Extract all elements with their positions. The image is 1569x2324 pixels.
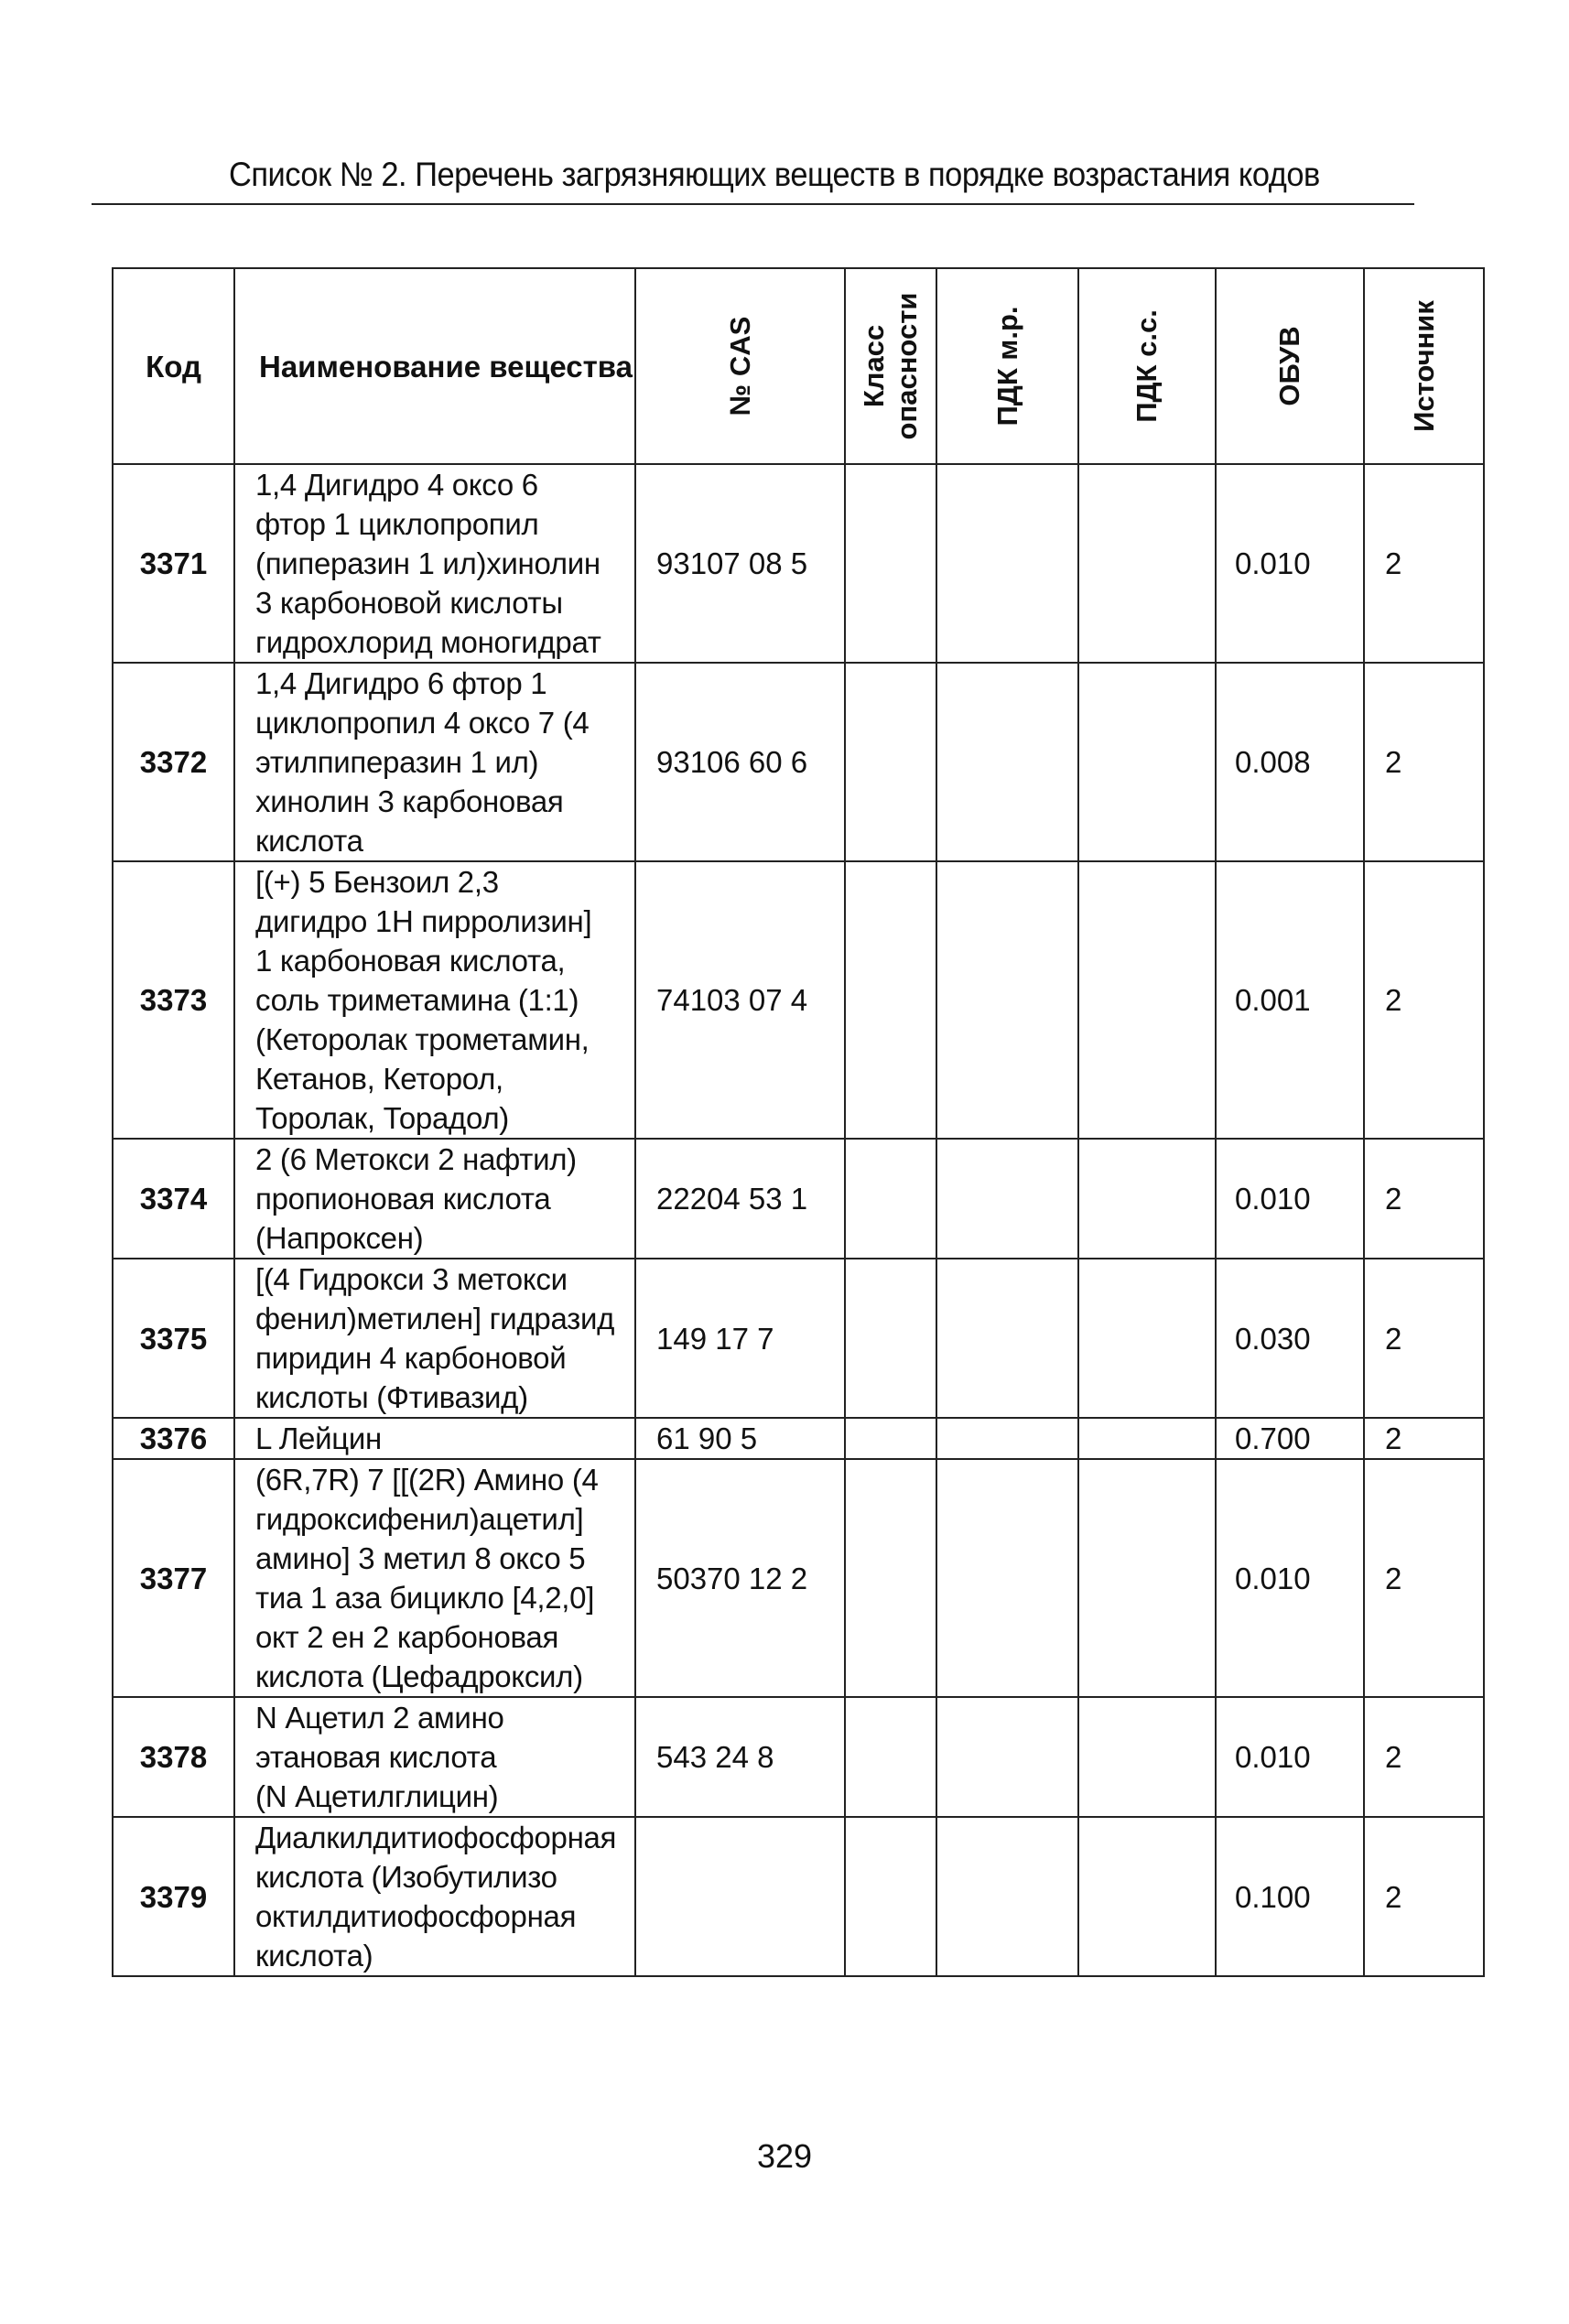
header-hazard-class	[845, 268, 936, 464]
substance-name-line: гидроксифенил)ацетил]	[255, 1502, 584, 1536]
substance-name-line: пропионовая кислота	[255, 1182, 551, 1216]
row-code: 3374	[113, 1139, 234, 1259]
substance-name-line: кислота (Изобутилизо	[255, 1860, 557, 1894]
row-code: 3375	[113, 1259, 234, 1418]
row-source: 2	[1364, 1418, 1484, 1459]
row-hazard-class	[845, 861, 936, 1139]
header-pdk-ss-text: ПДК с.с.	[1131, 309, 1163, 423]
row-code: 3378	[113, 1697, 234, 1817]
row-cas-number: 74103 07 4	[635, 861, 845, 1139]
substance-name-line: этановая кислота	[255, 1740, 497, 1774]
row-source: 2	[1364, 663, 1484, 861]
table-row	[113, 1259, 1484, 1418]
row-cas-number: 149 17 7	[635, 1259, 845, 1418]
table-row	[113, 1418, 1484, 1459]
substance-name-line: амино] 3 метил 8 оксо 5	[255, 1541, 586, 1575]
substance-name-line: фенил)метилен] гидразид	[255, 1302, 615, 1335]
table-body	[113, 464, 1484, 1976]
row-obuv: 0.010	[1216, 1139, 1364, 1259]
substance-name-line: хинолин 3 карбоновая	[255, 784, 564, 818]
row-obuv: 0.008	[1216, 663, 1364, 861]
substance-name-line: соль триметамина (1:1)	[255, 983, 579, 1017]
row-obuv: 0.001	[1216, 861, 1364, 1139]
row-obuv: 0.100	[1216, 1817, 1364, 1976]
row-substance-name	[234, 1418, 635, 1459]
row-source: 2	[1364, 1259, 1484, 1418]
table-row	[113, 1459, 1484, 1697]
substance-name-line: 1 карбоновая кислота,	[255, 944, 566, 978]
substance-name-line: 2 (6 Метокси 2 нафтил)	[255, 1142, 577, 1176]
substance-name-line: [(+) 5 Бензоил 2,3	[255, 865, 499, 899]
table-header-row	[113, 268, 1484, 464]
row-pdk-ss	[1078, 1697, 1216, 1817]
row-hazard-class	[845, 1139, 936, 1259]
row-pdk-ss	[1078, 663, 1216, 861]
substance-name-line: Кетанов, Кеторол,	[255, 1062, 503, 1096]
row-pdk-ss	[1078, 464, 1216, 663]
substance-name-line: L Лейцин	[255, 1421, 382, 1455]
title-underline	[92, 203, 1414, 205]
row-code: 3379	[113, 1817, 234, 1976]
row-hazard-class	[845, 1259, 936, 1418]
table-row	[113, 464, 1484, 663]
row-pdk-ss	[1078, 1817, 1216, 1976]
row-obuv: 0.700	[1216, 1418, 1364, 1459]
row-obuv: 0.010	[1216, 464, 1364, 663]
row-cas-number: 93107 08 5	[635, 464, 845, 663]
row-pdk-mr	[936, 1259, 1078, 1418]
row-pdk-mr	[936, 1817, 1078, 1976]
row-substance-name	[234, 861, 635, 1139]
table-row	[113, 1139, 1484, 1259]
row-hazard-class	[845, 1418, 936, 1459]
substance-name-line: этилпиперазин 1 ил)	[255, 745, 539, 779]
row-cas-number: 50370 12 2	[635, 1459, 845, 1697]
header-cas	[635, 268, 845, 464]
header-code: Код	[113, 268, 234, 464]
row-code: 3377	[113, 1459, 234, 1697]
table-row	[113, 1697, 1484, 1817]
substance-name-line: кислота	[255, 824, 363, 858]
row-source: 2	[1364, 861, 1484, 1139]
substance-name-line: 1,4 Дигидро 6 фтор 1	[255, 666, 547, 700]
row-source: 2	[1364, 1139, 1484, 1259]
row-pdk-mr	[936, 1418, 1078, 1459]
row-substance-name	[234, 1459, 635, 1697]
substance-name-line: кислота (Цефадроксил)	[255, 1659, 583, 1693]
row-substance-name	[234, 1817, 635, 1976]
page-title: Список № 2. Перечень загрязняющих веществ в порядке возрастания кодов	[229, 156, 1320, 193]
table-row	[113, 861, 1484, 1139]
substance-name-line: фтор 1 циклопропил	[255, 507, 539, 541]
substance-name-line: гидрохлорид моногидрат	[255, 625, 601, 659]
row-pdk-ss	[1078, 1139, 1216, 1259]
header-hazard-class-line2: опасности	[891, 292, 923, 440]
row-pdk-mr	[936, 464, 1078, 663]
header-source	[1364, 268, 1484, 464]
substance-name-line: октилдитиофосфорная	[255, 1899, 577, 1933]
substance-name-line: тиа 1 аза бицикло [4,2,0]	[255, 1581, 595, 1615]
substance-name-line: кислота)	[255, 1939, 373, 1973]
row-cas-number: 543 24 8	[635, 1697, 845, 1817]
substance-name-line: кислоты (Фтивазид)	[255, 1380, 528, 1414]
substance-name-line: циклопропил 4 оксо 7 (4	[255, 706, 590, 740]
row-substance-name	[234, 663, 635, 861]
row-obuv: 0.010	[1216, 1697, 1364, 1817]
header-obuv	[1216, 268, 1364, 464]
row-substance-name	[234, 464, 635, 663]
header-obuv-text: ОБУВ	[1273, 326, 1305, 406]
row-substance-name	[234, 1697, 635, 1817]
table-row	[113, 663, 1484, 861]
row-code: 3373	[113, 861, 234, 1139]
row-hazard-class	[845, 1697, 936, 1817]
row-pdk-ss	[1078, 1418, 1216, 1459]
row-source: 2	[1364, 1697, 1484, 1817]
row-hazard-class	[845, 464, 936, 663]
row-cas-number: 93106 60 6	[635, 663, 845, 861]
substance-name-line: [(4 Гидрокси 3 метокси	[255, 1262, 568, 1296]
row-pdk-mr	[936, 1697, 1078, 1817]
row-substance-name	[234, 1259, 635, 1418]
row-cas-number: 22204 53 1	[635, 1139, 845, 1259]
row-pdk-ss	[1078, 1259, 1216, 1418]
substance-name-line: (N Ацетилглицин)	[255, 1779, 499, 1813]
row-obuv: 0.030	[1216, 1259, 1364, 1418]
substance-name-line: (6R,7R) 7 [[(2R) Амино (4	[255, 1463, 599, 1497]
row-pdk-mr	[936, 1459, 1078, 1697]
row-pdk-mr	[936, 663, 1078, 861]
row-pdk-mr	[936, 1139, 1078, 1259]
header-name: Наименование вещества	[234, 268, 635, 464]
substance-name-line: пиридин 4 карбоновой	[255, 1341, 567, 1375]
row-pdk-ss	[1078, 1459, 1216, 1697]
substance-name-line: Диалкилдитиофосфорная	[255, 1821, 617, 1854]
substance-name-line: (пиперазин 1 ил)хинолин	[255, 546, 601, 580]
row-pdk-ss	[1078, 861, 1216, 1139]
header-hazard-class-line1: Класс	[858, 324, 890, 408]
row-obuv: 0.010	[1216, 1459, 1364, 1697]
header-pdk-mr	[936, 268, 1078, 464]
header-pdk-mr-text: ПДК м.р.	[990, 306, 1023, 427]
substance-name-line: окт 2 ен 2 карбоновая	[255, 1620, 559, 1654]
header-cas-text: № CAS	[723, 316, 756, 416]
table-row	[113, 1817, 1484, 1976]
row-source: 2	[1364, 1817, 1484, 1976]
header-pdk-ss	[1078, 268, 1216, 464]
row-substance-name	[234, 1139, 635, 1259]
header-hazard-class-text	[858, 293, 924, 440]
row-hazard-class	[845, 1817, 936, 1976]
row-cas-number: 61 90 5	[635, 1418, 845, 1459]
substance-name-line: 1,4 Дигидро 4 оксо 6	[255, 468, 538, 502]
row-cas-number	[635, 1817, 845, 1976]
substance-name-line: N Ацетил 2 амино	[255, 1701, 504, 1735]
substance-name-line: (Напроксен)	[255, 1221, 424, 1255]
page-number: 329	[756, 2137, 813, 2175]
substances-table	[112, 267, 1485, 1977]
row-hazard-class	[845, 663, 936, 861]
substance-name-line: Торолак, Торадол)	[255, 1101, 509, 1135]
row-source: 2	[1364, 1459, 1484, 1697]
header-source-text: Источник	[1407, 300, 1440, 432]
row-code: 3371	[113, 464, 234, 663]
substance-name-line: дигидро 1Н пирролизин]	[255, 904, 592, 938]
row-code: 3372	[113, 663, 234, 861]
row-pdk-mr	[936, 861, 1078, 1139]
row-code: 3376	[113, 1418, 234, 1459]
row-hazard-class	[845, 1459, 936, 1697]
row-source: 2	[1364, 464, 1484, 663]
substance-name-line: (Кеторолак трометамин,	[255, 1022, 590, 1056]
substance-name-line: 3 карбоновой кислоты	[255, 586, 563, 620]
